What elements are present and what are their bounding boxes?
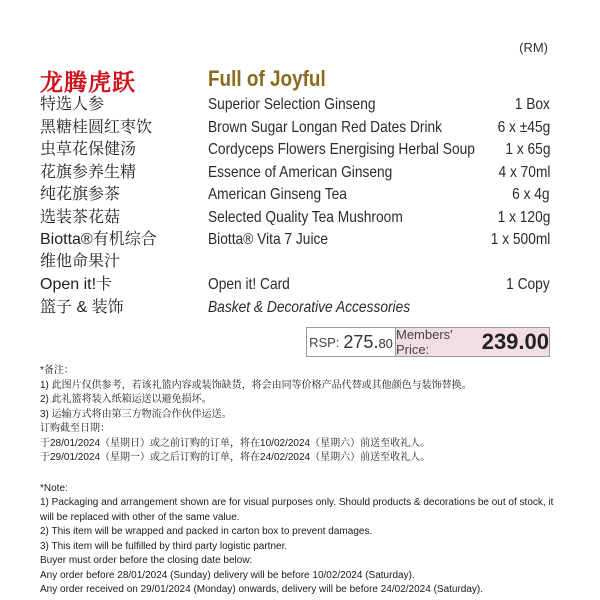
list-item (40, 207, 550, 230)
note-en-line: 1) Packaging and arrangement shown are for visual purposes only. Should products & decorations be out of stock, it will be replaced with other of the same value. (40, 497, 554, 523)
item-quantity: 1 Box (514, 96, 550, 113)
item-name-english: Open it! Card (208, 276, 290, 293)
note-en-line: Any order received on 29/01/2024 (Monday) onwards, delivery will be before 24/02/2024 (Saturday). (40, 584, 484, 595)
rsp-value-cents: 80 (378, 335, 393, 351)
note-cn-heading: *备注： (40, 365, 74, 376)
item-name-english: Selected Quality Tea Mushroom (208, 208, 403, 226)
item-name-chinese: 黑糖桂圆红枣饮 (40, 118, 153, 136)
item-name-chinese-line1: Biotta®有机综合 (40, 231, 157, 248)
item-name-chinese: 特选人参 (40, 96, 105, 113)
item-name-english: Basket & Decorative Accessories (208, 298, 411, 316)
item-name-english: Brown Sugar Longan Red Dates Drink (208, 118, 443, 136)
notes-spacer (40, 466, 560, 482)
item-name-chinese: 花旗参养生精 (40, 163, 137, 181)
item-name-chinese: 虫草花保健汤 (40, 141, 137, 158)
item-name-chinese: Open it!卡 (40, 276, 113, 293)
item-quantity: 6 x 4g (512, 186, 550, 203)
list-item (40, 139, 550, 162)
list-item (40, 162, 550, 185)
list-item (40, 274, 550, 297)
note-en-line: 2) This item will be wrapped and packed in carton box to prevent damages. (40, 526, 373, 537)
list-item (40, 184, 550, 207)
product-header (40, 64, 550, 94)
product-title-chinese: 龙腾虎跃 (40, 69, 136, 95)
members-price-value: 239.00 (481, 329, 549, 354)
item-list (40, 94, 550, 319)
note-cn-line: 订购截至日期： (40, 423, 110, 434)
list-item (40, 117, 550, 140)
product-title-english: Full of Joyful (208, 66, 326, 91)
note-cn-line: 2) 此礼篮将装入纸箱运送以避免损坏。 (40, 394, 212, 405)
rsp-value-main: 275. (343, 331, 379, 352)
price-box (306, 327, 550, 357)
item-name-chinese: 选装茶花菇 (40, 208, 121, 226)
members-price (396, 328, 549, 356)
item-quantity: 1 x 500ml (490, 231, 550, 248)
note-en-line: 3) This item will be fulfilled by third party logistic partner. (40, 540, 288, 552)
item-name-chinese (40, 229, 200, 273)
item-quantity: 4 x 70ml (497, 163, 550, 181)
item-name-english: Biotta® Vita 7 Juice (208, 231, 329, 248)
rsp-label: RSP: (309, 334, 340, 350)
item-name-english: Superior Selection Ginseng (208, 96, 376, 113)
list-item (40, 229, 550, 274)
note-en-line: Any order before 28/01/2024 (Sunday) delivery will be before 10/02/2024 (Saturday). (40, 569, 415, 581)
item-name-chinese: 篮子 & 装饰 (40, 298, 124, 316)
item-quantity: 1 Copy (506, 276, 550, 293)
note-cn-line: 1) 此图片仅供参考，若该礼篮内容或装饰缺货，将会由同等价格产品代替或其他颜色与装饰替换。 (40, 379, 472, 391)
rsp-value (343, 332, 393, 353)
currency-label: (RM) (519, 40, 548, 55)
note-cn-line: 于28/01/2024（星期日）或之前订购的订单，将在10/02/2024（星期六）前送至收礼人。 (40, 437, 431, 449)
note-en-heading: *Note: (40, 482, 68, 494)
list-item (40, 94, 550, 117)
item-name-chinese-line2: 维他命果汁 (40, 253, 121, 270)
item-name-english: Essence of American Ginseng (208, 163, 393, 181)
rsp-price (307, 328, 396, 356)
item-quantity: 1 x 120g (497, 208, 550, 226)
item-quantity: 1 x 65g (504, 141, 550, 158)
item-quantity: 6 x ±45g (497, 118, 550, 136)
notes-section (40, 364, 560, 598)
item-name-chinese: 纯花旗参茶 (40, 186, 121, 203)
item-name-english: American Ginseng Tea (208, 186, 347, 203)
note-en-line: Buyer must order before the closing date below: (40, 555, 253, 566)
note-cn-line: 3) 运输方式将由第三方物流合作伙伴运送。 (40, 408, 232, 420)
members-price-label: Members' Price: (396, 327, 453, 357)
list-item (40, 297, 550, 320)
item-name-english: Cordyceps Flowers Energising Herbal Soup (208, 141, 475, 158)
note-cn-line: 于29/01/2024（星期一）或之后订购的订单，将在24/02/2024（星期六）前送至收礼人。 (40, 452, 431, 463)
